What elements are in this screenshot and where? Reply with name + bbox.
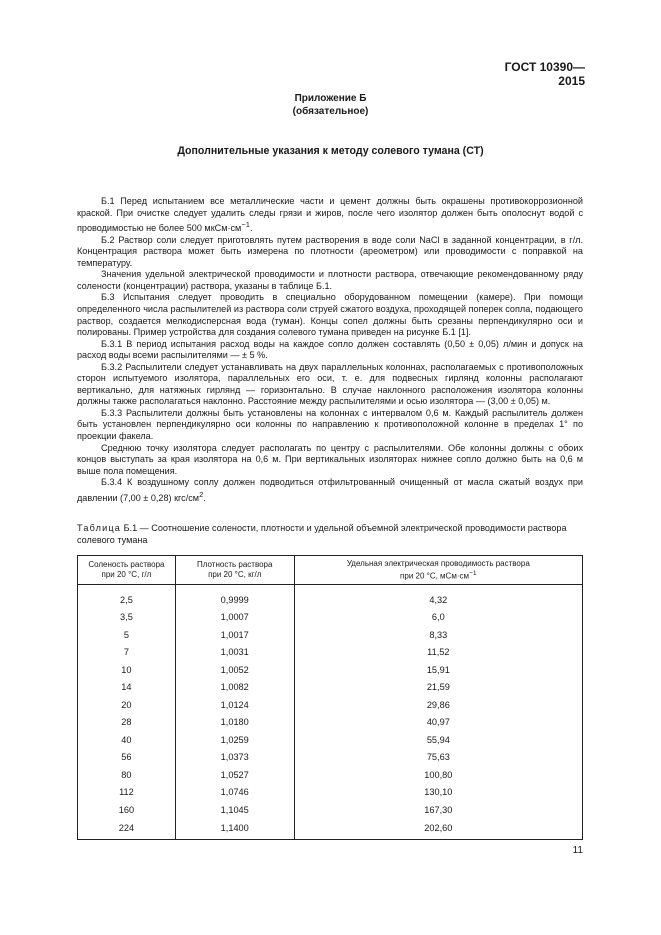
cell-conductivity: 21,59 [294,679,582,697]
table-row [78,626,583,644]
annex-status: (обязательное) [292,106,369,117]
cell-salinity: 14 [78,679,176,697]
paragraph-b3-2: Б.3.2 Распылители следует устанавливать на двух параллельных колоннах, располагаемых с противоположных сторон испытуемого изолятора, параллельных его оси, т. е. для подвесных гирлянд колонны располагают вертикально, для натяжных гирлянд — горизонтально. В случае наклонного расположения изолятора колонны должны также располагаться наклонно. Расстояние между распылителями и осью изолятора — (3,00 ± 0,05) м. [77,361,583,407]
cell-salinity: 80 [78,766,176,784]
cell-density: 1,0031 [175,644,294,662]
cell-density: 1,0180 [175,714,294,732]
annex-heading [0,92,661,118]
cell-density: 1,1400 [175,819,294,840]
cell-salinity: 20 [78,696,176,714]
cell-conductivity: 75,63 [294,749,582,767]
cell-conductivity: 202,60 [294,819,582,840]
standard-code: ГОСТ 10390—2015 [504,60,585,88]
cell-density: 1,0746 [175,784,294,802]
paragraph-b1 [77,196,583,235]
table-row [78,679,583,697]
cell-density: 1,0082 [175,679,294,697]
paragraph-b3-3-note: Среднюю точку изолятора следует располагать по центру с распылителями. Обе колонны должны с обоих концов выступать за края изолятора на 0,6 м. При вертикальных изоляторах нижнее сопло должно быть на 0,6 м выше пола помещения. [77,442,583,476]
salinity-table [77,555,583,840]
table-header-row [78,556,583,585]
cell-density: 1,0373 [175,749,294,767]
paragraph-b3-4-text: Б.3.4 К воздушному соплу должен подводиться отфильтрованный очищенный от масла сжатый воздух при давлении (7,00 ± 0,28) кгс/см [77,477,583,503]
cell-density: 1,0527 [175,766,294,784]
cell-conductivity: 167,30 [294,801,582,819]
header-density [175,556,294,585]
cell-salinity: 7 [78,644,176,662]
table-row [78,749,583,767]
header-conductivity-superscript: −1 [469,569,477,577]
table-caption-label: Таблица [77,523,122,533]
paragraph-b3-3: Б.3.3 Распылители должны быть установлены на колоннах с интервалом 0,6 м. Каждый распылитель должен быть установлен перпендикулярно оси колонны по направлению к противоположной колонне в пределах 1° по проекции факела. [77,407,583,441]
cell-density: 1,0007 [175,609,294,627]
header-salinity-line2: при 20 °С, г/л [101,570,152,579]
cell-salinity: 28 [78,714,176,732]
paragraph-b2-note: Значения удельной электрической проводимости и плотности раствора, отвечающие рекомендованному ряду солености (концентрации) раствора, указаны в таблице Б.1. [77,269,583,291]
header-salinity-line1: Соленость раствора [88,560,165,569]
annex-title: Дополнительные указания к методу солевого тумана (СТ) [177,145,484,157]
header-salinity [78,556,176,585]
table-row [78,801,583,819]
cell-conductivity: 40,97 [294,714,582,732]
cell-density: 0,9999 [175,585,294,609]
cell-salinity: 2,5 [78,585,176,609]
cell-conductivity: 4,32 [294,585,582,609]
cell-salinity: 10 [78,661,176,679]
cell-salinity: 160 [78,801,176,819]
cell-conductivity: 55,94 [294,731,582,749]
cell-density: 1,0052 [175,661,294,679]
cell-conductivity: 8,33 [294,626,582,644]
table-row [78,784,583,802]
paragraph-b2: Б.2 Раствор соли следует приготовлять путем растворения в воде соли NaCl в заданной концентрации, в г/л. Концентрация раствора может быть измерена по плотности (ареометром) или проводимости с поправкой на температуру. [77,234,583,268]
paragraph-b3: Б.3 Испытания следует проводить в специально оборудованном помещении (камере). При помощи определенного числа распылителей из раствора соли струей сжатого воздуха, проходящей поперек сопла, подающего раствор, создается мелкодисперсная вода (туман). Концы сопел должны быть срезаны перпендикулярно оси и полированы. Пример устройства для создания солевого тумана приведен на рисунке Б.1 [1]. [77,292,583,338]
cell-density: 1,0259 [175,731,294,749]
header-conductivity [294,556,582,585]
cell-salinity: 40 [78,731,176,749]
annex-body [77,196,583,504]
header-conductivity-line2: при 20 °С, мСм·см [400,571,469,581]
paragraph-b1-end: . [249,223,253,234]
page-number: 11 [572,845,583,856]
table-caption [77,523,583,546]
cell-density: 1,0124 [175,696,294,714]
cell-salinity: 5 [78,626,176,644]
table-row [78,819,583,840]
cell-conductivity: 15,91 [294,661,582,679]
table-row [78,714,583,732]
table-caption-text: Б.1 — Соотношение солености, плотности и удельной объемной электрической проводимости раствора солевого тумана [77,523,567,545]
table-row [78,731,583,749]
cell-density: 1,0017 [175,626,294,644]
cell-conductivity: 11,52 [294,644,582,662]
paragraph-b3-4-end: . [203,492,206,503]
paragraph-b1-text: Б.1 Перед испытанием все металлические части и цемент должны быть окрашены противокоррозионной краской. При очистке следует удалить следы грязи и жиров, после чего изолятор должен быть ополоснут водой с проводимостью не более 500 мкСм·см [77,196,583,234]
header-conductivity-line1: Удельная электрическая проводимость раствора [346,558,530,568]
paragraph-b3-4-superscript: 2 [199,489,204,499]
cell-salinity: 3,5 [78,609,176,627]
cell-conductivity: 29,86 [294,696,582,714]
cell-salinity: 224 [78,819,176,840]
cell-salinity: 56 [78,749,176,767]
cell-conductivity: 6,0 [294,609,582,627]
table-row [78,585,583,609]
table-row [78,766,583,784]
table-row [78,696,583,714]
cell-conductivity: 100,80 [294,766,582,784]
cell-conductivity: 130,10 [294,784,582,802]
paragraph-b3-4 [77,477,583,504]
table-row [78,609,583,627]
paragraph-b3-1: Б.3.1 В период испытания расход воды на каждое сопло должен составлять (0,50 ± 0,05) л/мин и допуск на расход воды всеми распылителями — ± 5 %. [77,338,583,361]
paragraph-b1-superscript: −1 [241,220,250,230]
cell-salinity: 112 [78,784,176,802]
annex-name: Приложение Б [294,93,367,104]
table-row [78,661,583,679]
header-density-line1: Плотность раствора [197,560,273,569]
header-density-line2: при 20 °С, кг/л [208,570,262,579]
cell-density: 1,1045 [175,801,294,819]
table-row [78,644,583,662]
